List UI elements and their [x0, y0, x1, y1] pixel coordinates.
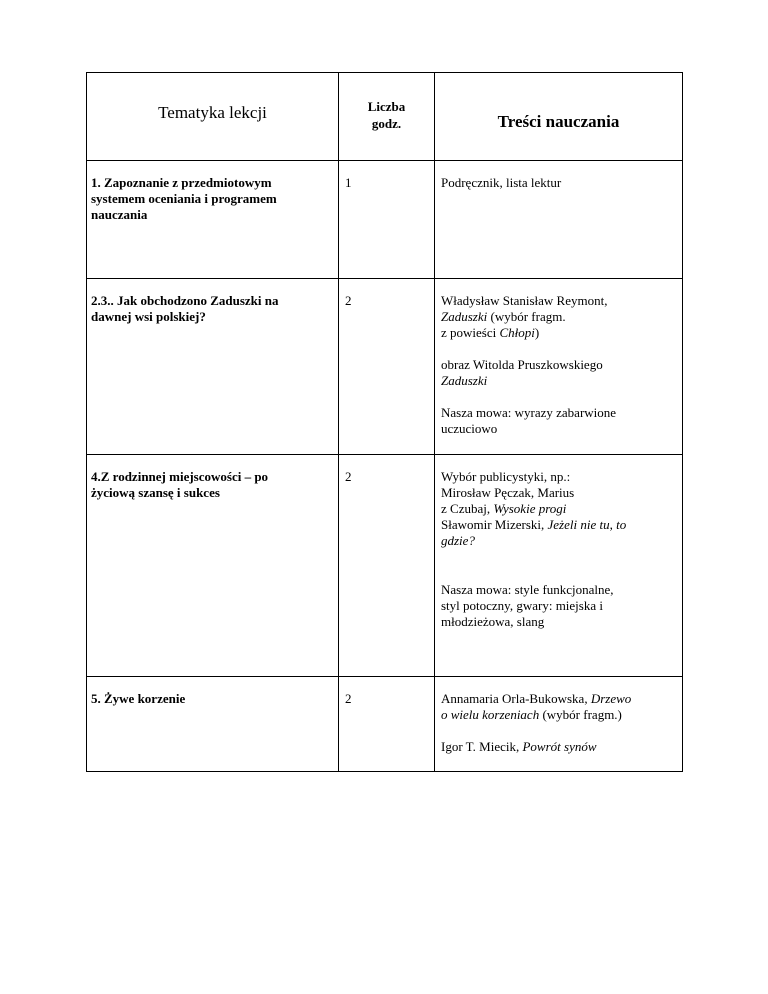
work-title: Zaduszki — [441, 309, 488, 324]
table-row — [87, 677, 683, 772]
content-text: ) — [534, 325, 540, 340]
content-line: Nasza mowa: wyrazy zabarwione — [441, 405, 617, 420]
work-title: Drzewo — [590, 691, 632, 706]
header-hours — [339, 73, 435, 161]
hours-cell: 2 — [339, 677, 435, 772]
content-text: (wybór fragm.) — [539, 707, 622, 722]
content-line — [441, 691, 674, 707]
topic-line: 2.3.. Jak obchodzono Zaduszki na — [91, 293, 279, 308]
content-line: Władysław Stanisław Reymont, — [441, 293, 608, 308]
table-row — [87, 161, 683, 279]
content-line — [441, 325, 674, 341]
work-title: Jeżeli nie tu, to — [547, 517, 627, 532]
content-line: Zaduszki — [441, 373, 488, 388]
content-text: Annamaria Orla-Bukowska, — [441, 691, 591, 706]
work-title: o wielu korzeniach — [441, 707, 540, 722]
content-cell — [435, 161, 683, 279]
content-text: (wybór fragm. — [487, 309, 566, 324]
content-line: styl potoczny, gwary: miejska i — [441, 598, 603, 613]
content-line — [441, 739, 674, 755]
content-line: Mirosław Pęczak, Marius — [441, 485, 575, 500]
content-line — [441, 501, 674, 517]
content-line: Nasza mowa: style funkcjonalne, — [441, 582, 614, 597]
header-hours-line2: godz. — [371, 115, 402, 131]
topic-cell — [87, 455, 339, 677]
work-title: Powrót synów — [522, 739, 597, 754]
content-text: Sławomir Mizerski, — [441, 517, 548, 532]
content-line: Wybór publicystyki, np.: — [441, 469, 571, 484]
content-line: gdzie? — [441, 533, 475, 548]
content-line — [441, 707, 674, 723]
content-cell — [435, 677, 683, 772]
content-text: z powieści — [441, 325, 500, 340]
table-row — [87, 455, 683, 677]
topic-cell — [87, 279, 339, 455]
content-cell — [435, 455, 683, 677]
hours-cell: 2 — [339, 279, 435, 455]
hours-cell: 1 — [339, 161, 435, 279]
topic-line: 1. Zapoznanie z przedmiotowym — [91, 175, 272, 190]
work-title: Wysokie progi — [493, 501, 567, 516]
lesson-plan-table — [86, 72, 683, 772]
content-cell — [435, 279, 683, 455]
table-row — [87, 279, 683, 455]
content-line: uczuciowo — [441, 421, 498, 436]
topic-line: 5. Żywe korzenie — [91, 691, 186, 706]
hours-cell: 2 — [339, 455, 435, 677]
content-line — [441, 517, 674, 533]
topic-line: życiową szansę i sukces — [91, 485, 220, 500]
content-line — [441, 309, 674, 325]
work-title: Chłopi — [499, 325, 535, 340]
topic-line: nauczania — [91, 207, 148, 222]
header-content: Treści nauczania — [435, 73, 683, 161]
content-line: obraz Witolda Pruszkowskiego — [441, 357, 603, 372]
topic-line: systemem oceniania i programem — [91, 191, 277, 206]
header-hours-line1: Liczba — [367, 98, 406, 114]
content-line: młodzieżowa, slang — [441, 614, 545, 629]
content-line: Podręcznik, lista lektur — [441, 175, 562, 190]
topic-cell — [87, 677, 339, 772]
topic-cell — [87, 161, 339, 279]
topic-line: dawnej wsi polskiej? — [91, 309, 206, 324]
content-text: Igor T. Miecik, — [441, 739, 523, 754]
topic-line: 4.Z rodzinnej miejscowości – po — [91, 469, 269, 484]
header-topic: Tematyka lekcji — [87, 73, 339, 161]
header-row — [87, 73, 683, 161]
content-text: z Czubaj, — [441, 501, 494, 516]
